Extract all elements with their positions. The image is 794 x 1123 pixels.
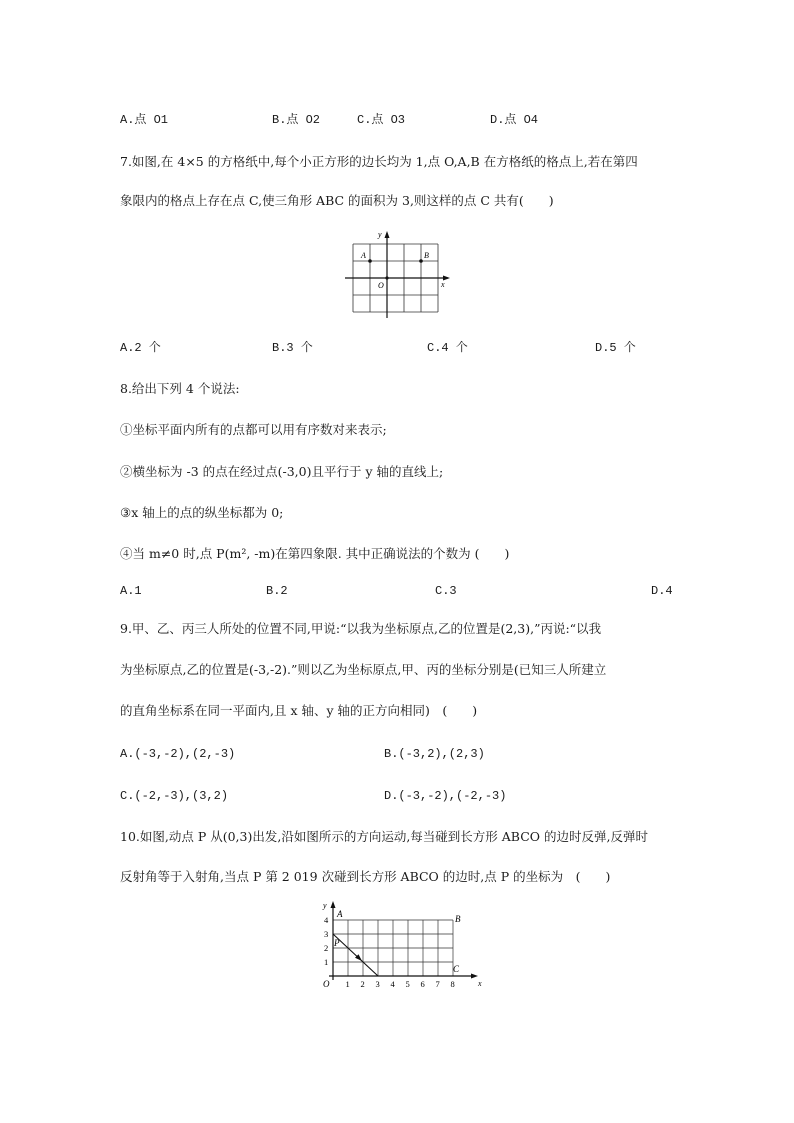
q6-option-a: A.点 O1 [120, 113, 169, 127]
q10-rectangle-figure [315, 896, 485, 996]
q7-point-a [368, 259, 372, 263]
q7-text-line2: 象限内的格点上存在点 C,使三角形 ABC 的面积为 3,则这样的点 C 共有( ) [120, 193, 554, 208]
q10-text-line2: 反射角等于入射角,当点 P 第 2 019 次碰到长方形 ABCO 的边时,点 P 的坐标为 ( ) [120, 869, 611, 884]
q8-option-a: A.1 [120, 584, 142, 598]
q9-option-c: C.(-2,-3),(3,2) [120, 789, 229, 803]
q7-option-a: A.2 个 [120, 341, 161, 355]
q10-x-tick: 2 [360, 979, 365, 989]
q7-point-b [419, 259, 423, 263]
q8-statement-4: ④当 m≠0 时,点 P(m², -m)在第四象限. 其中正确说法的个数为 ( ) [120, 546, 510, 561]
q6-option-b: B.点 O2 [272, 113, 321, 127]
q10-label-b: B [455, 914, 461, 924]
q10-x-tick: 4 [390, 979, 395, 989]
q9-text-line2: 为坐标原点,乙的位置是(-3,-2).”则以乙为坐标原点,甲、丙的坐标分别是(已知三人所建立 [120, 662, 607, 677]
q10-x-tick: 7 [435, 979, 440, 989]
q7-grid-figure [342, 228, 452, 320]
q6-option-c: C.点 O3 [357, 113, 406, 127]
q8-statement-1: ①坐标平面内所有的点都可以用有序数对来表示; [120, 422, 387, 437]
q8-option-d: D.4 [651, 584, 673, 598]
q9-option-d: D.(-3,-2),(-2,-3) [384, 789, 507, 803]
q7-label-a: A [361, 251, 366, 260]
q9-text-line1: 9.甲、乙、丙三人所处的位置不同,甲说:“以我为坐标原点,乙的位置是(2,3),”丙说:“以我 [120, 621, 602, 636]
q8-statement-3: ③x 轴上的点的纵坐标都为 0; [120, 505, 284, 520]
q10-y-tick: 2 [324, 943, 329, 953]
q10-label-p: P [334, 938, 340, 948]
q10-x-tick: 5 [405, 979, 410, 989]
q7-option-d: D.5 个 [595, 341, 636, 355]
q7-y-label: y [378, 230, 382, 239]
q10-label-c: C [453, 964, 460, 974]
q10-y-tick: 4 [324, 915, 329, 925]
q8-option-c: C.3 [435, 584, 457, 598]
q10-text-line1: 10.如图,动点 P 从(0,3)出发,沿如图所示的方向运动,每当碰到长方形 ABCO 的边时反弹,反弹时 [120, 829, 648, 844]
q7-point-o [385, 276, 388, 279]
q10-label-o: O [323, 979, 330, 989]
q8-intro: 8.给出下列 4 个说法: [120, 381, 240, 396]
q10-x-tick: 8 [450, 979, 455, 989]
q7-label-o: O [378, 281, 384, 290]
q10-x-tick: 3 [375, 979, 380, 989]
q10-x-tick: 1 [345, 979, 350, 989]
q6-option-d: D.点 O4 [490, 113, 539, 127]
q9-text-line3: 的直角坐标系在同一平面内,且 x 轴、y 轴的正方向相同) ( ) [120, 703, 478, 718]
q8-statement-2: ②横坐标为 -3 的点在经过点(-3,0)且平行于 y 轴的直线上; [120, 464, 444, 479]
q7-option-b: B.3 个 [272, 341, 313, 355]
q7-option-c: C.4 个 [427, 341, 468, 355]
q10-y-label: y [323, 901, 327, 910]
q7-x-label: x [441, 280, 445, 289]
q9-option-b: B.(-3,2),(2,3) [384, 747, 485, 761]
q10-label-a: A [337, 909, 343, 919]
q8-option-b: B.2 [266, 584, 288, 598]
q9-option-a: A.(-3,-2),(2,-3) [120, 747, 236, 761]
q10-x-tick: 6 [420, 979, 425, 989]
q10-x-label: x [478, 979, 482, 988]
q10-y-tick: 1 [324, 957, 329, 967]
q7-label-b: B [424, 251, 429, 260]
q10-y-tick: 3 [324, 929, 329, 939]
q10-path-line [333, 934, 378, 976]
q7-text-line1: 7.如图,在 4×5 的方格纸中,每个小正方形的边长均为 1,点 O,A,B 在方格纸的格点上,若在第四 [120, 154, 638, 169]
